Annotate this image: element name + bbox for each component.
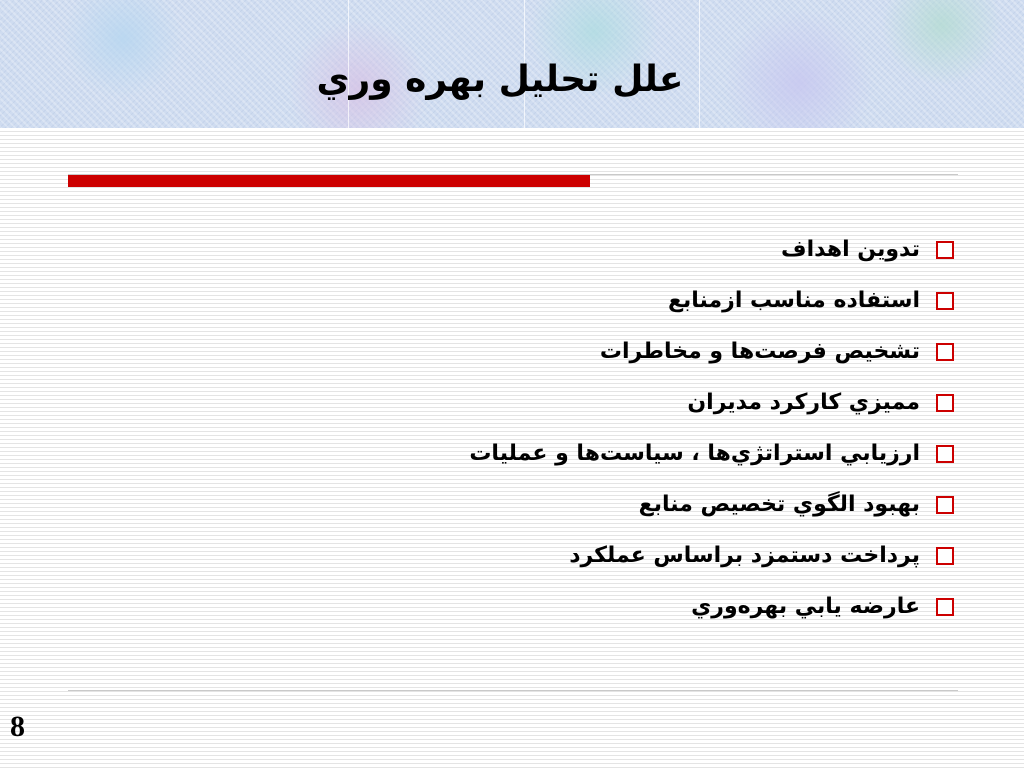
bullet-text: ارزيابي استراتژي‌ها ، سياست‌ها و عمليات — [469, 441, 920, 466]
page-number: 8 — [10, 710, 25, 743]
footer-divider-line — [68, 690, 958, 691]
hollow-square-icon — [936, 241, 954, 259]
bullet-item — [354, 428, 954, 479]
bullet-text: تشخيص فرصت‌ها و مخاطرات — [599, 339, 920, 364]
bullet-list — [354, 224, 954, 632]
bullet-item — [354, 275, 954, 326]
bullet-item — [354, 479, 954, 530]
hollow-square-icon — [936, 598, 954, 616]
bullet-text: مميزي كاركرد مديران — [687, 390, 920, 415]
bullet-text: بهبود الگوي تخصيص منابع — [638, 492, 920, 517]
bullet-item — [354, 224, 954, 275]
hollow-square-icon — [936, 547, 954, 565]
hollow-square-icon — [936, 496, 954, 514]
hollow-square-icon — [936, 292, 954, 310]
bullet-item — [354, 377, 954, 428]
bullet-text: پرداخت دستمزد براساس عملكرد — [569, 543, 920, 568]
bullet-text: استفاده مناسب ازمنابع — [668, 288, 920, 313]
hollow-square-icon — [936, 394, 954, 412]
bullet-item — [354, 326, 954, 377]
bullet-item — [354, 581, 954, 632]
bullet-text: تدوين اهداف — [781, 237, 920, 262]
bullet-item — [354, 530, 954, 581]
bullet-text: عارضه يابي بهره‌وري — [691, 594, 920, 619]
slide-title: علل تحليل بهره وري — [316, 59, 684, 100]
header-band — [0, 0, 1024, 128]
hollow-square-icon — [936, 343, 954, 361]
hollow-square-icon — [936, 445, 954, 463]
title-accent-bar — [68, 175, 590, 187]
